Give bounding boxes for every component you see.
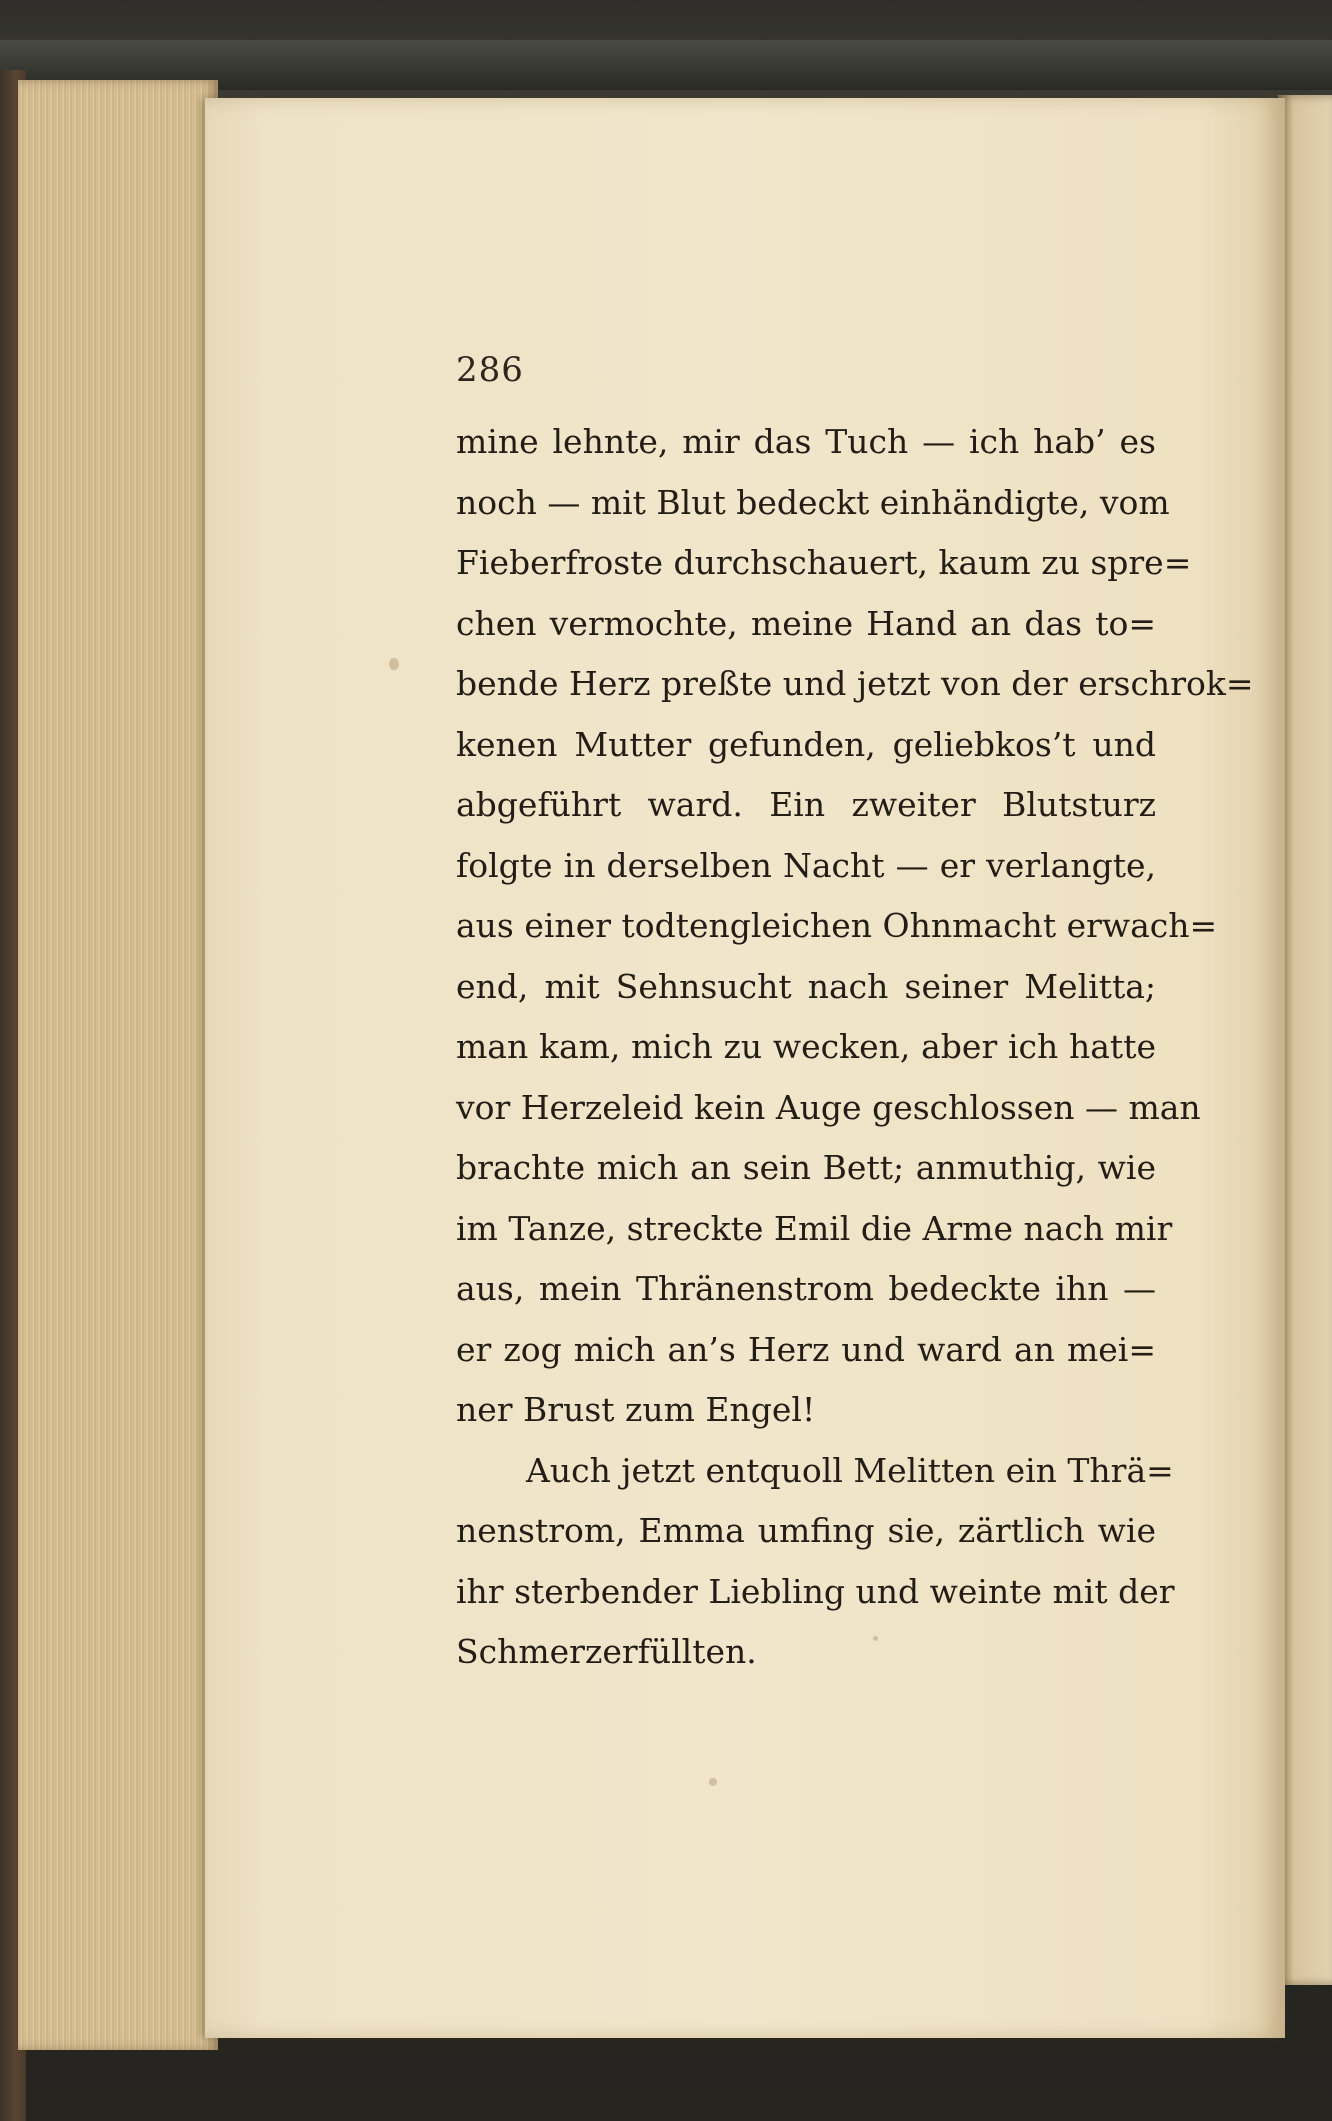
text-line: Fieberfroste durchschauert, kaum zu spre= [456,543,1192,582]
text-line: er zog mich an’s Herz und ward an mei= [456,1329,1156,1369]
paper-spot [389,658,399,670]
text-line: ihr sterbender Liebling und weinte mit der [456,1571,1175,1611]
text-line: vor Herzeleid kein Auge geschlossen — man [456,1087,1201,1127]
text-line: mine lehnte, mir das Tuch — ich hab’ es [456,422,1156,461]
text-line: folgte in derselben Nacht — er verlangte, [456,845,1156,885]
text-line: chen vermochte, meine Hand an das to= [456,603,1156,643]
text-line: Schmerzerfüllten. [456,1632,757,1671]
page-stack-edges [18,80,218,2050]
text-line: aus einer todtengleichen Ohnmacht erwach= [456,906,1218,945]
text-line: end, mit Sehnsucht nach seiner Melitta; [456,966,1156,1006]
text-line: brachte mich an sein Bett; anmuthig, wie [456,1148,1156,1187]
paper-spot [709,1778,717,1786]
body-text [456,412,1254,1683]
text-line: im Tanze, streckte Emil die Arme nach mir [456,1208,1173,1248]
text-line: ner Brust zum Engel! [456,1390,816,1429]
text-line: Auch jetzt entquoll Melitten ein Thrä= [526,1450,1174,1490]
text-line: bende Herz preßte und jetzt von der erschrok= [456,664,1254,703]
page-number: 286 [456,350,524,390]
text-line: noch — mit Blut bedeckt einhändigte, vom [456,482,1170,522]
text-line: aus, mein Thränenstrom bedeckte ihn — [456,1269,1156,1308]
text-line: man kam, mich zu wecken, aber ich hatte [456,1027,1156,1066]
text-line: kenen Mutter gefunden, geliebkos’t und [456,724,1156,764]
text-line: nenstrom, Emma umfing sie, zärtlich wie [456,1511,1156,1550]
text-line: abgeführt ward. Ein zweiter Blutsturz [456,785,1156,824]
facing-page-edge [1278,95,1332,1985]
